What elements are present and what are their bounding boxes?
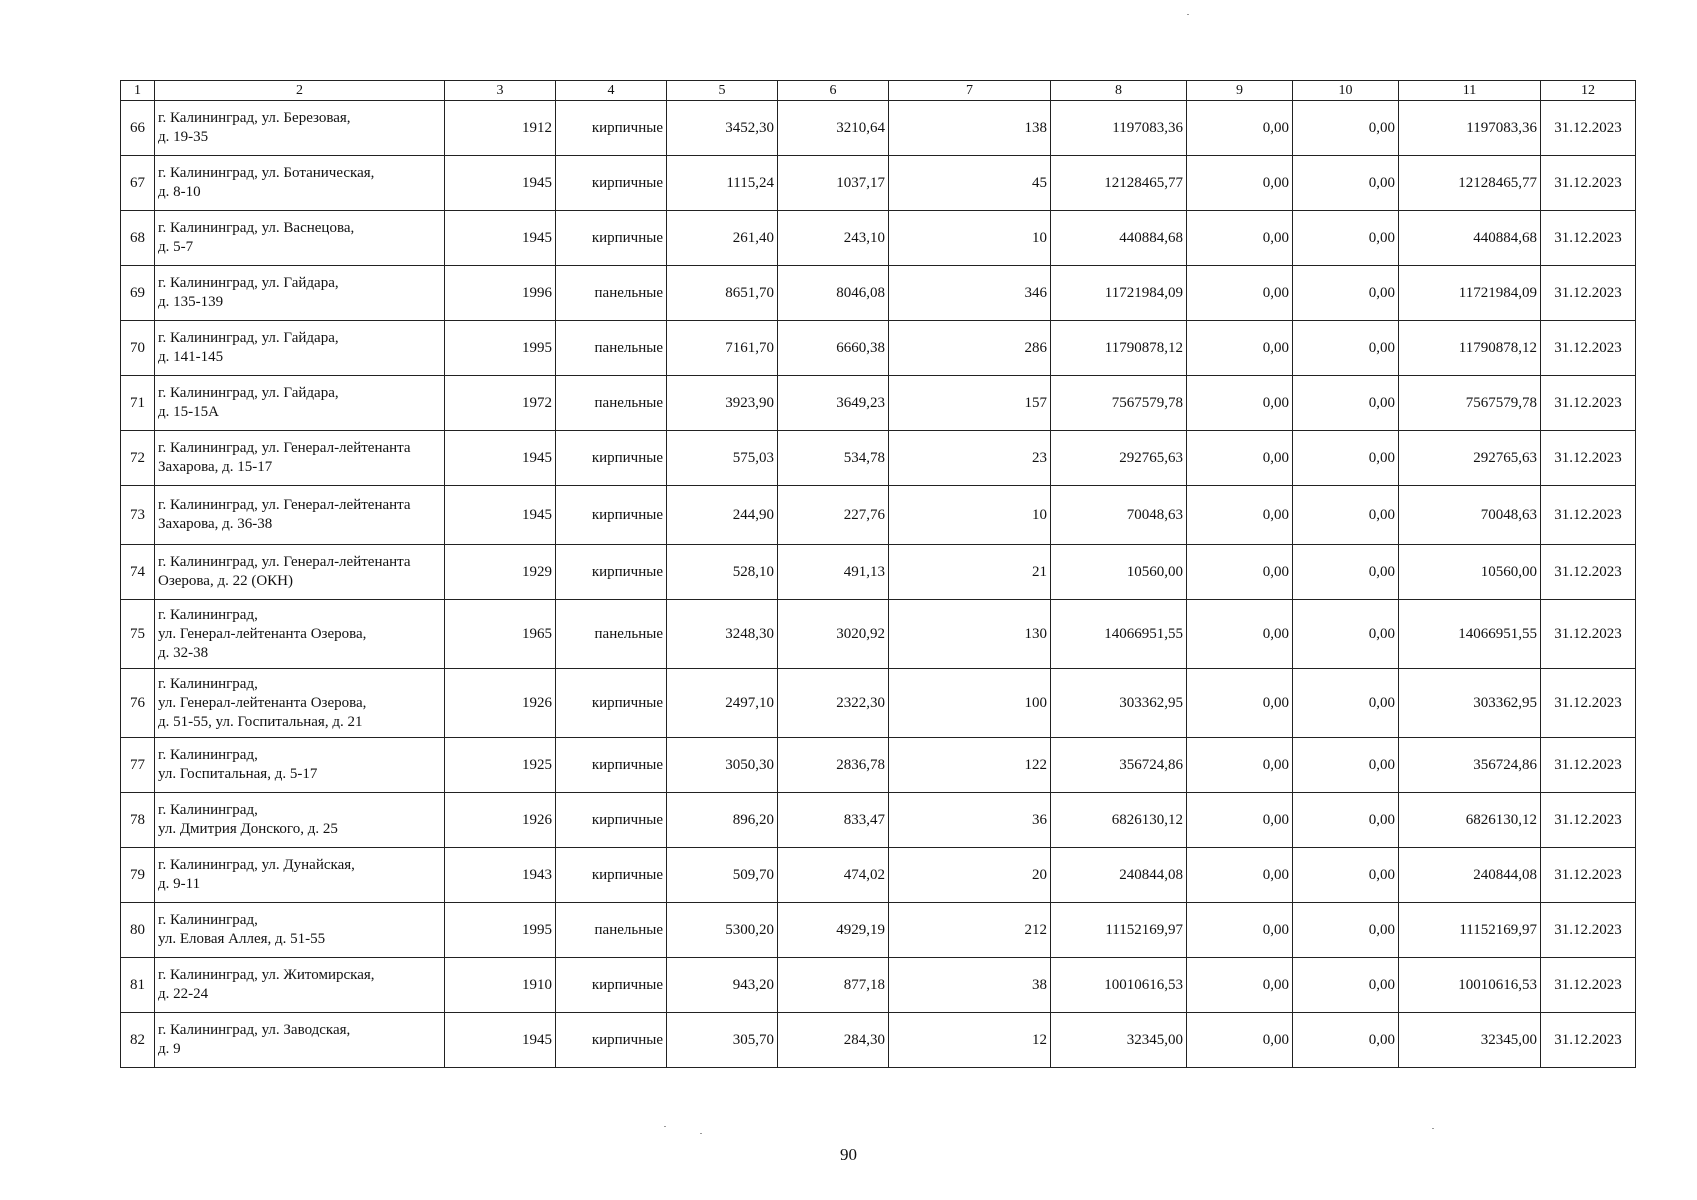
- total-area-cell: 3248,30: [667, 600, 778, 669]
- row-number: 69: [121, 266, 155, 321]
- residents-count-cell: 23: [889, 431, 1051, 486]
- cost-column-10-cell: 0,00: [1293, 958, 1399, 1013]
- residential-area-cell: 1037,17: [778, 156, 889, 211]
- residential-area-cell: 534,78: [778, 431, 889, 486]
- residents-count-cell: 38: [889, 958, 1051, 1013]
- cost-column-11-cell: 303362,95: [1399, 669, 1541, 738]
- wall-material-cell: кирпичные: [556, 793, 667, 848]
- cost-column-11-cell: 356724,86: [1399, 738, 1541, 793]
- table-row: [121, 211, 1636, 266]
- wall-material-cell: кирпичные: [556, 156, 667, 211]
- deadline-date-cell: 31.12.2023: [1541, 958, 1636, 1013]
- total-cost-cell: 6826130,12: [1051, 793, 1187, 848]
- row-number: 75: [121, 600, 155, 669]
- cost-column-9-cell: 0,00: [1187, 903, 1293, 958]
- address-line: г. Калининград, ул. Ботаническая,: [158, 165, 375, 181]
- address-cell: [155, 211, 445, 266]
- cost-column-11-cell: 440884,68: [1399, 211, 1541, 266]
- total-cost-cell: 356724,86: [1051, 738, 1187, 793]
- year-built-cell: 1945: [445, 156, 556, 211]
- deadline-date-cell: 31.12.2023: [1541, 101, 1636, 156]
- total-cost-cell: 11790878,12: [1051, 321, 1187, 376]
- address-cell: [155, 669, 445, 738]
- deadline-date-cell: 31.12.2023: [1541, 321, 1636, 376]
- deadline-date-cell: 31.12.2023: [1541, 376, 1636, 431]
- wall-material-cell: кирпичные: [556, 431, 667, 486]
- year-built-cell: 1929: [445, 545, 556, 600]
- total-cost-cell: 240844,08: [1051, 848, 1187, 903]
- address-line: г. Калининград, ул. Генерал-лейтенанта: [158, 497, 411, 513]
- table-row: [121, 101, 1636, 156]
- address-line: д. 141-145: [158, 349, 224, 365]
- address-line: г. Калининград, ул. Гайдара,: [158, 385, 339, 401]
- cost-column-10-cell: 0,00: [1293, 321, 1399, 376]
- column-header-9: 9: [1187, 81, 1293, 101]
- address-line: г. Калининград, ул. Житомирская,: [158, 967, 375, 983]
- cost-column-11-cell: 6826130,12: [1399, 793, 1541, 848]
- deadline-date-cell: 31.12.2023: [1541, 600, 1636, 669]
- residents-count-cell: 157: [889, 376, 1051, 431]
- deadline-date-cell: 31.12.2023: [1541, 669, 1636, 738]
- residents-count-cell: 36: [889, 793, 1051, 848]
- column-header-2: 2: [155, 81, 445, 101]
- residential-area-cell: 3020,92: [778, 600, 889, 669]
- address-line: г. Калининград, ул. Генерал-лейтенанта: [158, 440, 411, 456]
- table-row: [121, 376, 1636, 431]
- cost-column-11-cell: 70048,63: [1399, 486, 1541, 545]
- row-number: 67: [121, 156, 155, 211]
- cost-column-10-cell: 0,00: [1293, 848, 1399, 903]
- deadline-date-cell: 31.12.2023: [1541, 848, 1636, 903]
- column-header-10: 10: [1293, 81, 1399, 101]
- total-area-cell: 2497,10: [667, 669, 778, 738]
- table-row: [121, 958, 1636, 1013]
- table-row: [121, 321, 1636, 376]
- wall-material-cell: панельные: [556, 600, 667, 669]
- deadline-date-cell: 31.12.2023: [1541, 1013, 1636, 1068]
- year-built-cell: 1945: [445, 431, 556, 486]
- cost-column-10-cell: 0,00: [1293, 545, 1399, 600]
- row-number: 73: [121, 486, 155, 545]
- residents-count-cell: 21: [889, 545, 1051, 600]
- year-built-cell: 1995: [445, 321, 556, 376]
- total-area-cell: 305,70: [667, 1013, 778, 1068]
- deadline-date-cell: 31.12.2023: [1541, 486, 1636, 545]
- cost-column-10-cell: 0,00: [1293, 266, 1399, 321]
- cost-column-10-cell: 0,00: [1293, 669, 1399, 738]
- wall-material-cell: кирпичные: [556, 101, 667, 156]
- address-cell: [155, 848, 445, 903]
- row-number: 80: [121, 903, 155, 958]
- wall-material-cell: кирпичные: [556, 848, 667, 903]
- address-cell: [155, 958, 445, 1013]
- wall-material-cell: панельные: [556, 321, 667, 376]
- wall-material-cell: кирпичные: [556, 486, 667, 545]
- table-row: [121, 848, 1636, 903]
- table-row: [121, 266, 1636, 321]
- residents-count-cell: 100: [889, 669, 1051, 738]
- address-line: д. 19-35: [158, 129, 209, 145]
- address-cell: [155, 321, 445, 376]
- wall-material-cell: кирпичные: [556, 211, 667, 266]
- cost-column-10-cell: 0,00: [1293, 376, 1399, 431]
- address-cell: [155, 156, 445, 211]
- total-area-cell: 3050,30: [667, 738, 778, 793]
- cost-column-10-cell: 0,00: [1293, 793, 1399, 848]
- address-line: г. Калининград,: [158, 802, 258, 818]
- cost-column-10-cell: 0,00: [1293, 738, 1399, 793]
- total-cost-cell: 12128465,77: [1051, 156, 1187, 211]
- cost-column-9-cell: 0,00: [1187, 1013, 1293, 1068]
- cost-column-11-cell: 12128465,77: [1399, 156, 1541, 211]
- total-area-cell: 7161,70: [667, 321, 778, 376]
- column-header-1: 1: [121, 81, 155, 101]
- address-line: д. 5-7: [158, 239, 194, 255]
- address-cell: [155, 793, 445, 848]
- residential-area-cell: 284,30: [778, 1013, 889, 1068]
- deadline-date-cell: 31.12.2023: [1541, 903, 1636, 958]
- total-cost-cell: 32345,00: [1051, 1013, 1187, 1068]
- address-line: д. 51-55, ул. Госпитальная, д. 21: [158, 713, 363, 730]
- residential-area-cell: 3649,23: [778, 376, 889, 431]
- residents-count-cell: 12: [889, 1013, 1051, 1068]
- housing-register-table: [120, 80, 1636, 1068]
- address-line: ул. Генерал-лейтенанта Озерова,: [158, 694, 367, 711]
- deadline-date-cell: 31.12.2023: [1541, 156, 1636, 211]
- wall-material-cell: кирпичные: [556, 669, 667, 738]
- column-header-6: 6: [778, 81, 889, 101]
- address-cell: [155, 266, 445, 321]
- address-line: г. Калининград, ул. Гайдара,: [158, 330, 339, 346]
- total-cost-cell: 11721984,09: [1051, 266, 1187, 321]
- year-built-cell: 1996: [445, 266, 556, 321]
- residents-count-cell: 346: [889, 266, 1051, 321]
- column-header-8: 8: [1051, 81, 1187, 101]
- cost-column-9-cell: 0,00: [1187, 545, 1293, 600]
- residential-area-cell: 4929,19: [778, 903, 889, 958]
- residential-area-cell: 491,13: [778, 545, 889, 600]
- address-line: ул. Еловая Аллея, д. 51-55: [158, 931, 326, 947]
- deadline-date-cell: 31.12.2023: [1541, 431, 1636, 486]
- cost-column-10-cell: 0,00: [1293, 101, 1399, 156]
- table-row: [121, 1013, 1636, 1068]
- address-cell: [155, 486, 445, 545]
- total-area-cell: 1115,24: [667, 156, 778, 211]
- deadline-date-cell: 31.12.2023: [1541, 545, 1636, 600]
- address-cell: [155, 431, 445, 486]
- table-row: [121, 793, 1636, 848]
- residential-area-cell: 2836,78: [778, 738, 889, 793]
- wall-material-cell: кирпичные: [556, 545, 667, 600]
- cost-column-10-cell: 0,00: [1293, 156, 1399, 211]
- address-line: г. Калининград,: [158, 912, 258, 928]
- total-cost-cell: 292765,63: [1051, 431, 1187, 486]
- total-area-cell: 509,70: [667, 848, 778, 903]
- column-header-12: 12: [1541, 81, 1636, 101]
- row-number: 68: [121, 211, 155, 266]
- cost-column-11-cell: 7567579,78: [1399, 376, 1541, 431]
- address-line: д. 9-11: [158, 876, 201, 892]
- cost-column-10-cell: 0,00: [1293, 211, 1399, 266]
- total-area-cell: 3452,30: [667, 101, 778, 156]
- cost-column-9-cell: 0,00: [1187, 600, 1293, 669]
- year-built-cell: 1945: [445, 211, 556, 266]
- wall-material-cell: панельные: [556, 376, 667, 431]
- row-number: 77: [121, 738, 155, 793]
- address-line: г. Калининград, ул. Генерал-лейтенанта: [158, 554, 411, 570]
- wall-material-cell: кирпичные: [556, 958, 667, 1013]
- cost-column-9-cell: 0,00: [1187, 431, 1293, 486]
- wall-material-cell: кирпичные: [556, 738, 667, 793]
- total-area-cell: 5300,20: [667, 903, 778, 958]
- residents-count-cell: 138: [889, 101, 1051, 156]
- row-number: 82: [121, 1013, 155, 1068]
- year-built-cell: 1926: [445, 793, 556, 848]
- column-header-3: 3: [445, 81, 556, 101]
- scan-speck: [664, 1126, 666, 1127]
- cost-column-9-cell: 0,00: [1187, 669, 1293, 738]
- cost-column-11-cell: 1197083,36: [1399, 101, 1541, 156]
- address-cell: [155, 376, 445, 431]
- year-built-cell: 1912: [445, 101, 556, 156]
- cost-column-11-cell: 10010616,53: [1399, 958, 1541, 1013]
- total-cost-cell: 14066951,55: [1051, 600, 1187, 669]
- address-line: д. 9: [158, 1041, 181, 1057]
- total-cost-cell: 7567579,78: [1051, 376, 1187, 431]
- address-line: Захарова, д. 36-38: [158, 516, 273, 532]
- cost-column-10-cell: 0,00: [1293, 903, 1399, 958]
- address-line: г. Калининград, ул. Заводская,: [158, 1022, 351, 1038]
- wall-material-cell: панельные: [556, 266, 667, 321]
- cost-column-10-cell: 0,00: [1293, 1013, 1399, 1068]
- cost-column-11-cell: 240844,08: [1399, 848, 1541, 903]
- scan-speck: [1432, 1128, 1434, 1129]
- column-header-7: 7: [889, 81, 1051, 101]
- year-built-cell: 1995: [445, 903, 556, 958]
- total-area-cell: 261,40: [667, 211, 778, 266]
- address-line: г. Калининград, ул. Васнецова,: [158, 220, 355, 236]
- register-table-container: [120, 80, 1635, 1068]
- residential-area-cell: 2322,30: [778, 669, 889, 738]
- total-area-cell: 3923,90: [667, 376, 778, 431]
- cost-column-10-cell: 0,00: [1293, 486, 1399, 545]
- address-cell: [155, 1013, 445, 1068]
- address-cell: [155, 545, 445, 600]
- total-cost-cell: 440884,68: [1051, 211, 1187, 266]
- address-cell: [155, 600, 445, 669]
- address-cell: [155, 903, 445, 958]
- address-cell: [155, 738, 445, 793]
- year-built-cell: 1972: [445, 376, 556, 431]
- column-header-5: 5: [667, 81, 778, 101]
- address-line: г. Калининград,: [158, 747, 258, 763]
- table-row: [121, 156, 1636, 211]
- year-built-cell: 1945: [445, 1013, 556, 1068]
- table-row: [121, 486, 1636, 545]
- residential-area-cell: 877,18: [778, 958, 889, 1013]
- total-area-cell: 943,20: [667, 958, 778, 1013]
- total-area-cell: 244,90: [667, 486, 778, 545]
- total-cost-cell: 10560,00: [1051, 545, 1187, 600]
- cost-column-11-cell: 292765,63: [1399, 431, 1541, 486]
- cost-column-9-cell: 0,00: [1187, 793, 1293, 848]
- address-line: ул. Генерал-лейтенанта Озерова,: [158, 625, 367, 642]
- total-cost-cell: 70048,63: [1051, 486, 1187, 545]
- table-row: [121, 431, 1636, 486]
- row-number: 78: [121, 793, 155, 848]
- residential-area-cell: 6660,38: [778, 321, 889, 376]
- residents-count-cell: 130: [889, 600, 1051, 669]
- page-number: 90: [840, 1145, 857, 1164]
- residents-count-cell: 286: [889, 321, 1051, 376]
- deadline-date-cell: 31.12.2023: [1541, 793, 1636, 848]
- deadline-date-cell: 31.12.2023: [1541, 266, 1636, 321]
- table-row: [121, 903, 1636, 958]
- cost-column-10-cell: 0,00: [1293, 600, 1399, 669]
- year-built-cell: 1910: [445, 958, 556, 1013]
- residents-count-cell: 20: [889, 848, 1051, 903]
- total-area-cell: 8651,70: [667, 266, 778, 321]
- row-number: 66: [121, 101, 155, 156]
- cost-column-9-cell: 0,00: [1187, 486, 1293, 545]
- row-number: 71: [121, 376, 155, 431]
- total-cost-cell: 1197083,36: [1051, 101, 1187, 156]
- cost-column-9-cell: 0,00: [1187, 321, 1293, 376]
- cost-column-9-cell: 0,00: [1187, 958, 1293, 1013]
- column-header-11: 11: [1399, 81, 1541, 101]
- deadline-date-cell: 31.12.2023: [1541, 211, 1636, 266]
- total-cost-cell: 10010616,53: [1051, 958, 1187, 1013]
- row-number: 76: [121, 669, 155, 738]
- cost-column-11-cell: 11152169,97: [1399, 903, 1541, 958]
- table-row: [121, 669, 1636, 738]
- cost-column-9-cell: 0,00: [1187, 848, 1293, 903]
- table-body: [121, 101, 1636, 1068]
- cost-column-11-cell: 14066951,55: [1399, 600, 1541, 669]
- residential-area-cell: 3210,64: [778, 101, 889, 156]
- cost-column-11-cell: 32345,00: [1399, 1013, 1541, 1068]
- row-number: 81: [121, 958, 155, 1013]
- address-line: ул. Госпитальная, д. 5-17: [158, 766, 318, 782]
- cost-column-9-cell: 0,00: [1187, 101, 1293, 156]
- residential-area-cell: 227,76: [778, 486, 889, 545]
- address-line: д. 8-10: [158, 184, 201, 200]
- cost-column-9-cell: 0,00: [1187, 211, 1293, 266]
- cost-column-10-cell: 0,00: [1293, 431, 1399, 486]
- scan-speck: [1187, 14, 1189, 15]
- residents-count-cell: 122: [889, 738, 1051, 793]
- row-number: 70: [121, 321, 155, 376]
- scan-speck: [700, 1133, 702, 1134]
- cost-column-11-cell: 10560,00: [1399, 545, 1541, 600]
- address-line: д. 15-15А: [158, 404, 219, 420]
- address-line: д. 22-24: [158, 986, 209, 1002]
- total-cost-cell: 303362,95: [1051, 669, 1187, 738]
- address-line: г. Калининград, ул. Березовая,: [158, 110, 351, 126]
- total-area-cell: 575,03: [667, 431, 778, 486]
- address-line: г. Калининград,: [158, 675, 258, 692]
- address-line: д. 32-38: [158, 644, 209, 661]
- residential-area-cell: 474,02: [778, 848, 889, 903]
- cost-column-9-cell: 0,00: [1187, 156, 1293, 211]
- address-line: г. Калининград, ул. Дунайская,: [158, 857, 355, 873]
- residential-area-cell: 833,47: [778, 793, 889, 848]
- address-line: Захарова, д. 15-17: [158, 459, 273, 475]
- table-row: [121, 545, 1636, 600]
- row-number: 79: [121, 848, 155, 903]
- cost-column-11-cell: 11721984,09: [1399, 266, 1541, 321]
- address-line: ул. Дмитрия Донского, д. 25: [158, 821, 338, 837]
- cost-column-9-cell: 0,00: [1187, 738, 1293, 793]
- header-row: [121, 81, 1636, 101]
- address-line: д. 135-139: [158, 294, 224, 310]
- residents-count-cell: 10: [889, 486, 1051, 545]
- year-built-cell: 1943: [445, 848, 556, 903]
- total-cost-cell: 11152169,97: [1051, 903, 1187, 958]
- column-number-header: [121, 81, 1636, 101]
- address-line: г. Калининград,: [158, 606, 258, 623]
- wall-material-cell: панельные: [556, 903, 667, 958]
- year-built-cell: 1965: [445, 600, 556, 669]
- deadline-date-cell: 31.12.2023: [1541, 738, 1636, 793]
- cost-column-9-cell: 0,00: [1187, 376, 1293, 431]
- table-row: [121, 600, 1636, 669]
- address-line: г. Калининград, ул. Гайдара,: [158, 275, 339, 291]
- cost-column-11-cell: 11790878,12: [1399, 321, 1541, 376]
- address-cell: [155, 101, 445, 156]
- address-line: Озерова, д. 22 (ОКН): [158, 573, 293, 589]
- year-built-cell: 1945: [445, 486, 556, 545]
- cost-column-9-cell: 0,00: [1187, 266, 1293, 321]
- total-area-cell: 896,20: [667, 793, 778, 848]
- year-built-cell: 1926: [445, 669, 556, 738]
- row-number: 74: [121, 545, 155, 600]
- residents-count-cell: 45: [889, 156, 1051, 211]
- residents-count-cell: 10: [889, 211, 1051, 266]
- total-area-cell: 528,10: [667, 545, 778, 600]
- year-built-cell: 1925: [445, 738, 556, 793]
- residential-area-cell: 8046,08: [778, 266, 889, 321]
- row-number: 72: [121, 431, 155, 486]
- residents-count-cell: 212: [889, 903, 1051, 958]
- column-header-4: 4: [556, 81, 667, 101]
- table-row: [121, 738, 1636, 793]
- wall-material-cell: кирпичные: [556, 1013, 667, 1068]
- residential-area-cell: 243,10: [778, 211, 889, 266]
